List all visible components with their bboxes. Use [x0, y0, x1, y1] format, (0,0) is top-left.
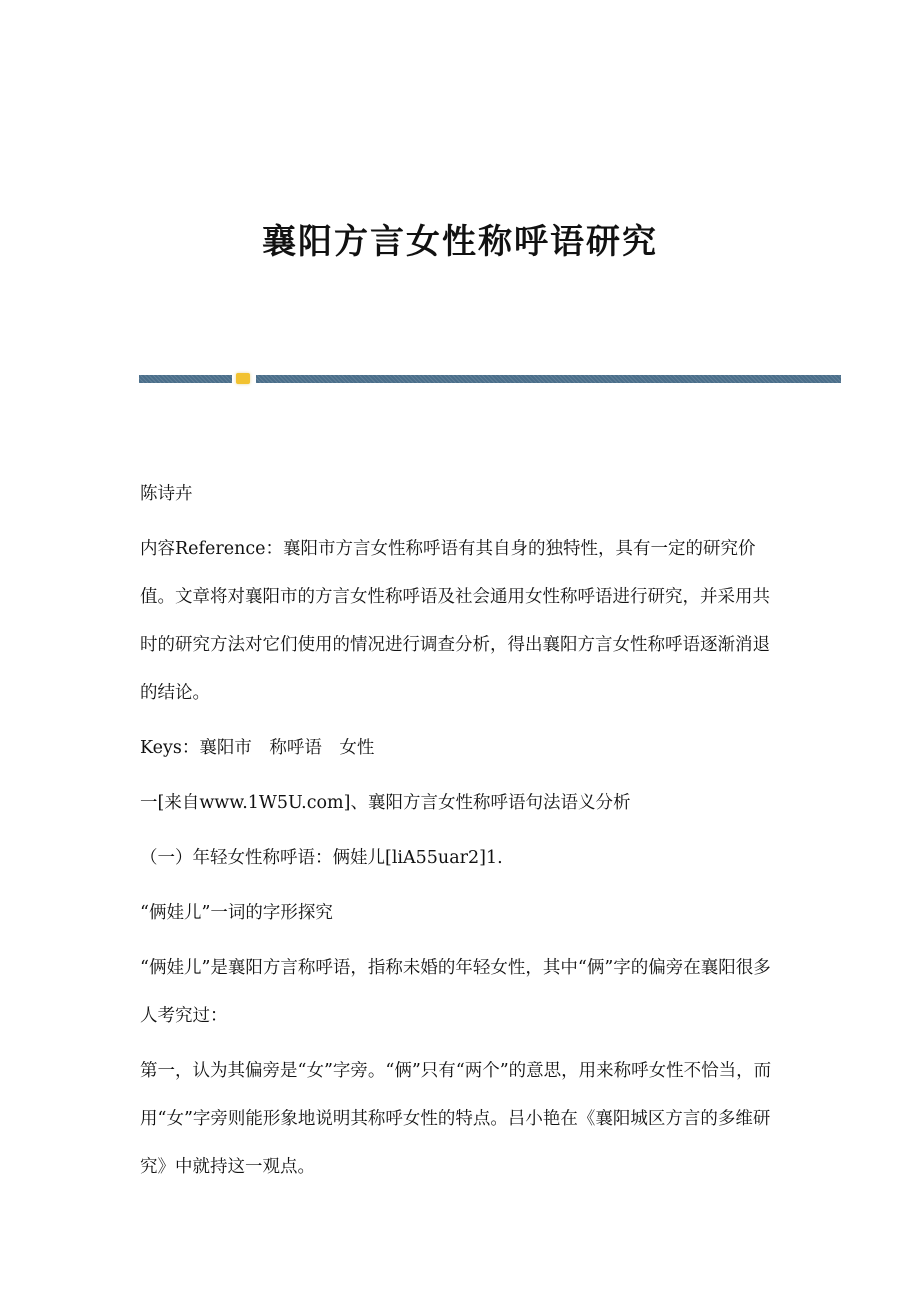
divider-ornament-icon: [236, 373, 250, 384]
divider-right: [256, 375, 841, 383]
document-body: [140, 470, 774, 1198]
section-heading: 一[来自www.1W5U.com]、襄阳方言女性称呼语句法语义分析: [140, 793, 631, 813]
paragraph: “俩娃儿”是襄阳方言称呼语，指称未婚的年轻女性，其中“俩”字的偏旁在襄阳很多人考究过：: [140, 958, 771, 1026]
subsection-heading: （一）年轻女性称呼语：俩娃儿[liA55uar2]1.: [140, 848, 503, 868]
author: 陈诗卉: [140, 484, 193, 504]
paragraph: 第一，认为其偏旁是“女”字旁。“俩”只有“两个”的意思，用来称呼女性不恰当，而用“女”字旁则能形象地说明其称呼女性的特点。吕小艳在《襄阳城区方言的多维研究》中就持这一观点。: [140, 1061, 772, 1177]
divider-left: [139, 375, 232, 383]
keywords: Keys：襄阳市 称呼语 女性: [140, 738, 375, 758]
subheading: “俩娃儿”一词的字形探究: [140, 903, 333, 923]
document-title: 襄阳方言女性称呼语研究: [262, 222, 658, 262]
abstract: 内容Reference：襄阳市方言女性称呼语有其自身的独特性，具有一定的研究价值。文章将对襄阳市的方言女性称呼语及社会通用女性称呼语进行研究，并采用共时的研究方法对它们使用的情况进行调查分析，得出襄阳方言女性称呼语逐渐消退的结论。: [140, 539, 770, 703]
